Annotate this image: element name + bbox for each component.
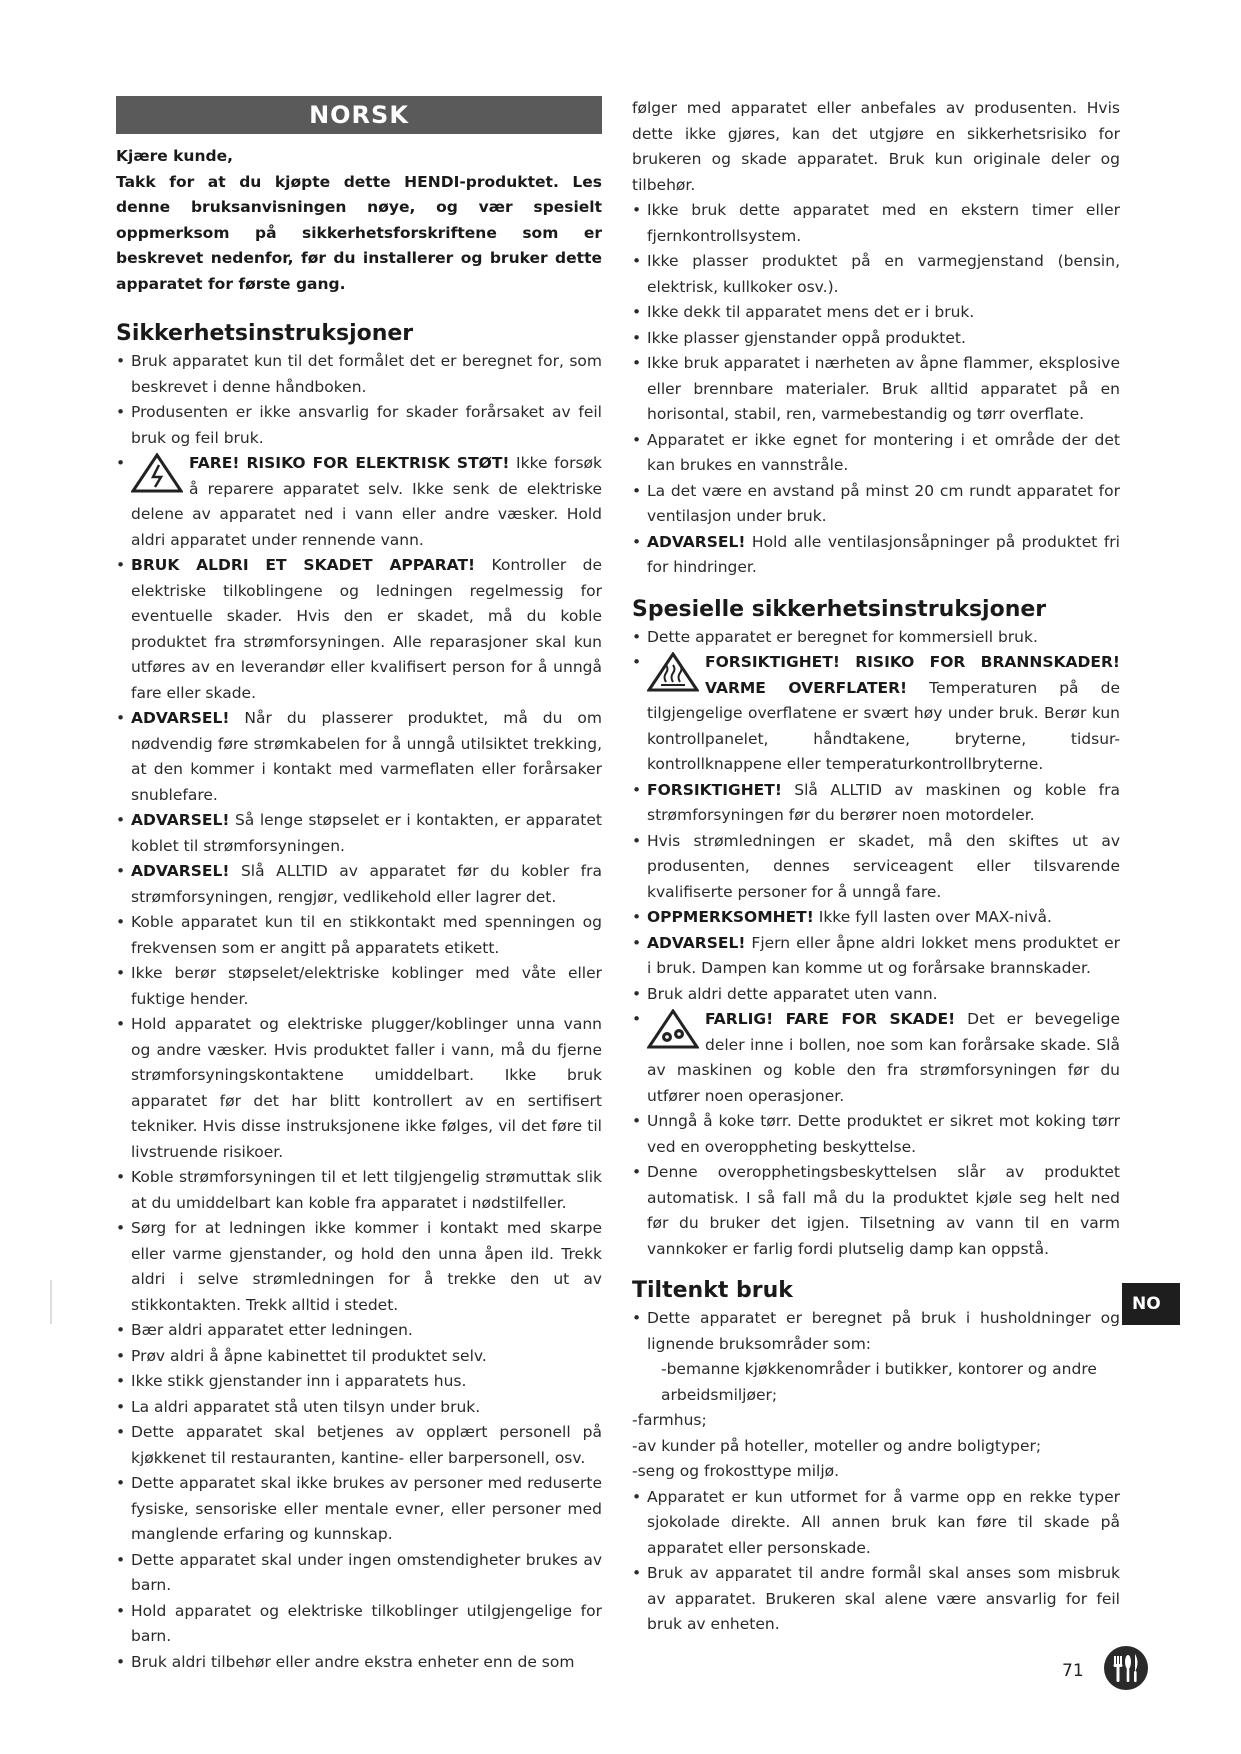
list-item: • Sørg for at ledningen ikke kommer i kontakt med skarpe eller varme gjenstander, og hold den unna åpen ild. Trekk aldri i selve strømledningen for å trekke den ut av stikkontakten. Trekk alltid i stedet.	[116, 1216, 602, 1318]
list-item: • ADVARSEL! Slå ALLTID av apparatet før du kobler fra strømforsyningen, rengjør, vedlikehold eller lagrer det.	[116, 859, 602, 910]
list-item: • Dette apparatet skal betjenes av opplært personell på kjøkkenet til restauranten, kantine- eller barpersonell, osv.	[116, 1420, 602, 1471]
list-item: • Ikke dekk til apparatet mens det er i bruk.	[632, 300, 1120, 326]
language-header: NORSK	[116, 96, 602, 134]
sub-item: -av kunder på hoteller, moteller og andre boligtyper;	[632, 1436, 1042, 1455]
left-column	[116, 96, 602, 1675]
list-item: • Ikke berør støpselet/elektriske koblinger med våte eller fuktige hender.	[116, 961, 602, 1012]
list-item: • La det være en avstand på minst 20 cm rundt apparatet for ventilasjon under bruk.	[632, 479, 1120, 530]
list-item: • OPPMERKSOMHET! Ikke fyll lasten over MAX-nivå.	[632, 905, 1120, 931]
list-item: • Apparatet er kun utformet for å varme opp en rekke typer sjokolade direkte. All annen bruk kan føre til skade på apparatet eller personskade.	[632, 1485, 1120, 1562]
safety-list-continued	[632, 96, 1120, 581]
list-item: • Ikke bruk apparatet i nærheten av åpne flammer, eksplosive eller brennbare materialer. Bruk alltid apparatet på en horisontal, stabil, ren, varmebestandig og tørr overflate.	[632, 351, 1120, 428]
list-item: • Hvis strømledningen er skadet, må den skiftes ut av produsenten, dennes serviceagent eller tilsvarende kvalifiserte personer for å unngå fare.	[632, 829, 1120, 906]
sub-item: -bemanne kjøkkenområder i butikker, kontorer og andre arbeidsmiljøer;	[661, 1360, 1097, 1404]
list-item: • FARE! RISIKO FOR ELEKTRISK STØT! Ikke forsøk å reparere apparatet selv. Ikke senk de elektriske delene av apparatet ned i vann eller andre væsker. Hold aldri apparatet under rennende vann.	[116, 451, 602, 553]
sub-item: -seng og frokosttype miljø.	[632, 1462, 840, 1480]
sub-item: -farmhus;	[632, 1411, 707, 1429]
list-item: • Unngå å koke tørr. Dette produktet er sikret mot koking tørr ved en overoppheting beskyttelse.	[632, 1109, 1120, 1160]
warning-label: FORSIKTIGHET! RISIKO FOR BRANNSKADER! VARME OVERFLATER!	[705, 653, 1120, 697]
list-item: • Produsenten er ikke ansvarlig for skader forårsaket av feil bruk og feil bruk.	[116, 400, 602, 451]
list-item: • ADVARSEL! Fjern eller åpne aldri lokket mens produktet er i bruk. Dampen kan komme ut og forårsake brannskader.	[632, 931, 1120, 982]
list-item: • Dette apparatet skal ikke brukes av personer med reduserte fysiske, sensoriske eller mentale evner, eller personer med manglende erfaring og kunnskap.	[116, 1471, 602, 1548]
moving-parts-icon	[647, 1009, 699, 1049]
margin-mark	[50, 1280, 52, 1324]
intended-use-title: Tiltenkt bruk	[632, 1278, 793, 1303]
special-title: Spesielle sikkerhetsinstruksjoner	[632, 596, 1047, 622]
warning-label: FARE! RISIKO FOR ELEKTRISK STØT!	[189, 454, 510, 472]
page-number: 71	[1062, 1661, 1084, 1681]
list-item: • Bruk aldri dette apparatet uten vann.	[632, 982, 1120, 1008]
list-item: • BRUK ALDRI ET SKADET APPARAT! Kontroller de elektriske tilkoblingene og ledningen regelmessig for eventuelle skader. Hvis den er skadet, må du koble produktet fra strømforsyningen. Alle reparasjoner skal kun utføres av en leverandør eller kvalifisert person for å unngå fare eller skade.	[116, 553, 602, 706]
list-item: • Denne overopphetingsbeskyttelsen slår av produktet automatisk. I så fall må du la produktet kjøle seg helt ned før du bruker det igjen. Tilsetning av vann til en varm vannkoker er farlig fordi plutselig damp kan oppstå.	[632, 1160, 1120, 1262]
warning-label: FARLIG! FARE FOR SKADE!	[705, 1010, 956, 1028]
list-item: • Hold apparatet og elektriske tilkoblinger utilgjengelige for barn.	[116, 1599, 602, 1650]
list-item: • ADVARSEL! Så lenge støpselet er i kontakten, er apparatet koblet til strømforsyningen.	[116, 808, 602, 859]
list-item: • ADVARSEL! Hold alle ventilasjonsåpninger på produktet fri for hindringer.	[632, 530, 1120, 581]
list-item: • Bruk av apparatet til andre formål skal anses som misbruk av apparatet. Brukeren skal alene være ansvarlig for feil bruk av enheten.	[632, 1561, 1120, 1638]
hot-surface-icon	[647, 652, 699, 692]
special-list	[632, 625, 1120, 1263]
list-item: • Bær aldri apparatet etter ledningen.	[116, 1318, 602, 1344]
greeting: Kjære kunde,	[116, 147, 233, 165]
language-side-tab: NO	[1122, 1283, 1180, 1325]
list-item: • ADVARSEL! Når du plasserer produktet, må du om nødvendig føre strømkabelen for å unngå utilsiktet trekking, at den kommer i kontakt med varmeflaten eller forårsaker snublefare.	[116, 706, 602, 808]
list-item: • Bruk aldri tilbehør eller andre ekstra enheter enn de som	[116, 1650, 602, 1676]
list-item: • FORSIKTIGHET! RISIKO FOR BRANNSKADER! VARME OVERFLATER! Temperaturen på de tilgjengelige overflatene er svært høy under bruk. Berør kun kontrollpanelet, håndtakene, bryterne, tidsur-kontrollknappene eller temperaturkontrollbryterne.	[632, 650, 1120, 778]
intended-list	[632, 1306, 1120, 1638]
cutlery-logo-icon	[1102, 1644, 1150, 1692]
list-item: • FORSIKTIGHET! Slå ALLTID av maskinen og koble fra strømforsyningen før du berører noen motordeler.	[632, 778, 1120, 829]
electric-hazard-icon	[131, 453, 183, 493]
list-item: • Dette apparatet er beregnet for kommersiell bruk.	[632, 625, 1120, 651]
list-item: • Ikke stikk gjenstander inn i apparatets hus.	[116, 1369, 602, 1395]
intro	[116, 144, 602, 297]
list-item: • Ikke plasser produktet på en varmegjenstand (bensin, elektrisk, kullkoker osv.).	[632, 249, 1120, 300]
list-item: • Dette apparatet skal under ingen omstendigheter brukes av barn.	[116, 1548, 602, 1599]
list-item: • La aldri apparatet stå uten tilsyn under bruk.	[116, 1395, 602, 1421]
list-item: • Koble apparatet kun til en stikkontakt med spenningen og frekvensen som er angitt på apparatets etikett.	[116, 910, 602, 961]
list-item: • Dette apparatet er beregnet på bruk i husholdninger og lignende bruksområder som: -bemanne kjøkkenområder i butikker, kontorer og andre arbeidsmiljøer; -farmhus; -av kunder på hoteller, moteller og andre boligtyper; -seng og frokosttype miljø.	[632, 1306, 1120, 1485]
list-item: • FARLIG! FARE FOR SKADE! Det er bevegelige deler inne i bollen, noe som kan forårsake skade. Slå av maskinen og koble den fra strømforsyningen før du utfører noen operasjoner.	[632, 1007, 1120, 1109]
list-item: • Apparatet er ikke egnet for montering i et område der det kan brukes en vannstråle.	[632, 428, 1120, 479]
list-item: • Prøv aldri å åpne kabinettet til produktet selv.	[116, 1344, 602, 1370]
safety-list	[116, 349, 602, 1675]
right-column	[632, 96, 1120, 1638]
list-item: • Koble strømforsyningen til et lett tilgjengelig strømuttak slik at du umiddelbart kan koble fra apparatet i nødstilfeller.	[116, 1165, 602, 1216]
list-item: følger med apparatet eller anbefales av produsenten. Hvis dette ikke gjøres, kan det utgjøre en sikkerhetsrisiko for brukeren og skade apparatet. Bruk kun originale deler og tilbehør.	[632, 99, 1120, 194]
list-item: • Ikke bruk dette apparatet med en ekstern timer eller fjernkontrollsystem.	[632, 198, 1120, 249]
intro-body: Takk for at du kjøpte dette HENDI-produktet. Les denne bruksanvisningen nøye, og vær spesielt oppmerksom på sikkerhetsforskriftene som er beskrevet nedenfor, før du installerer og bruker dette apparatet for første gang.	[116, 172, 602, 293]
list-item: • Bruk apparatet kun til det formålet det er beregnet for, som beskrevet i denne håndboken.	[116, 349, 602, 400]
list-item: • Ikke plasser gjenstander oppå produktet.	[632, 326, 1120, 352]
list-item: • Hold apparatet og elektriske plugger/koblinger unna vann og andre væsker. Hvis produktet faller i vann, må du fjerne strømforsyningskontaktene umiddelbart. Ikke bruk apparatet før det har blitt kontrollert av en sertifisert tekniker. Hvis disse instruksjonene ikke følges, vil det føre til livstruende risikoer.	[116, 1012, 602, 1165]
safety-title: Sikkerhetsinstruksjoner	[116, 321, 414, 346]
